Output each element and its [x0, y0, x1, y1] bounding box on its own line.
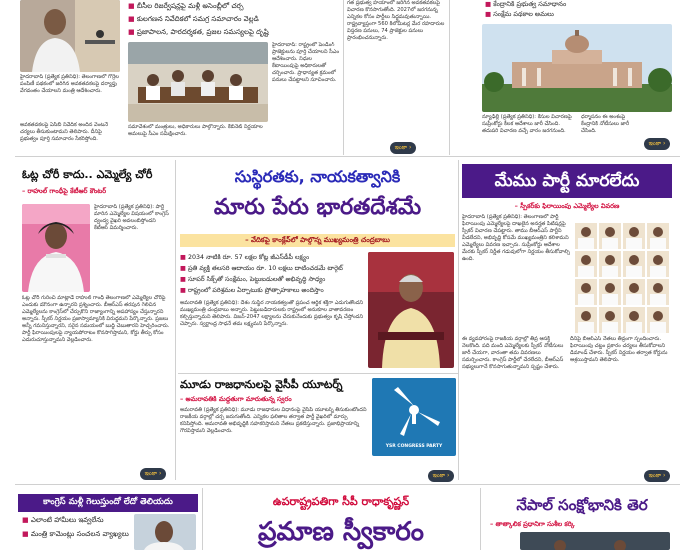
top-bullet-2: ■ కులగణన నివేదికలో సమగ్ర సమాచారం వెల్లడి	[128, 15, 259, 23]
speaker-headline: మేము పార్టీ మారలేదు	[462, 164, 672, 198]
supreme-court-photo	[482, 24, 672, 112]
more-button-ktr[interactable]: ఇంకా ›	[140, 468, 166, 480]
cbn-photo	[368, 252, 454, 368]
bottom-left-photo	[134, 514, 196, 550]
meeting-photo	[128, 42, 268, 122]
right-head-1: ■ కేంద్రానికి ప్రభుత్వ సమాధానం	[485, 0, 567, 8]
speaker-mla-grid	[574, 222, 672, 334]
bottom-mid-big: ప్రమాణ స్వీకారం	[258, 517, 424, 547]
ktr-title: ఓట్ల చోరీ కాదు.. ఎమ్మెల్యే చోరీ	[22, 168, 153, 181]
ysrcp-logo	[372, 378, 456, 456]
more-button-speaker[interactable]: ఇంకా ›	[644, 470, 670, 482]
cbn-body: అమరావతి (ప్రత్యేక ప్రతినిధి): దేశం సుస్థిర నాయకత్వంతో ప్రపంచ ఆర్థిక శక్తిగా ఎదుగుతోందని ముఖ్యమంత్రి చంద్రబాబు అన్నారు. పెట్టుబడిదారులకు రాష్ట్రంలో అనుకూల వాతావరణం కల్పిస్తున్నామని తెలిపారు. విజన్-2047 లక్ష్యాలను చేరుకునేందుకు ప్రభుత్వం కృషి చేస్తోందని చెప్పారు. స్వర్ణాంధ్ర సాధనే తమ లక్ష్యమని పేర్కొన్నారు.	[180, 300, 364, 327]
center-column-text: గత ప్రభుత్వ హయాంలో జరిగిన అవకతవకలపై విచారణ కొనసాగుతోంది. 2027లో జరగనున్న ఎన్నికల కోసం పార్టీలు సిద్ధమవుతున్నాయి. రాష్ట్రవ్యాప్తంగా 560 కిలోమీటర్ల మేర రహదారుల విస్తరణ పనులు, 74 ప్రాజెక్టుల పనులు ప్రారంభించనున్నారు.	[347, 0, 445, 41]
bottom-left-bullet-1: ■ ఎలాంటి హామీలు ఇవ్వలేను	[22, 516, 104, 524]
cbn-bullet-2: ■ ప్రతి వ్యక్తి తలసరి ఆదాయం రూ. 10 లక్షలు దాటించడమే టార్గెట్	[180, 265, 343, 272]
bottom-right-sub: – తాత్కాలిక ప్రధానిగా సుశీల కర్కి	[490, 520, 575, 528]
ysrcp-headline: మూడు రాజధానులపై వైసీపీ యూటర్న్	[180, 378, 343, 391]
left-caption: హైదరాబాద్ (ప్రత్యేక ప్రతినిధి): తెలంగాణలో గొర్రెల పంపిణీ పథకంలో జరిగిన అవకతవకలపై దర్యాప్తు వేగవంతం చేయాలని మంత్రి ఆదేశించారు.	[20, 74, 119, 94]
ktr-body: ఓట్ల చోరీ గురించి మాట్లాడే రాహుల్ గాంధీ తెలంగాణలో ఎమ్మెల్యేల చోరీపై ఎందుకు మౌనంగా ఉన్నారని ప్రశ్నించారు. బీఆర్ఎస్ తరపున గెలిచిన ఎమ్మెల్యేలను కాంగ్రెస్‌లో చేర్చుకొని రాజ్యాంగాన్ని అపహాస్యం చేస్తున్నారని అన్నారు. స్పీకర్ నిర్ణయం ప్రజాస్వామ్యానికి విరుద్ధమని పేర్కొన్నారు. ప్రజలు అన్నీ గమనిస్తున్నారని, సరైన సమయంలో బుద్ధి చెబుతారని హెచ్చరించారు. పార్టీ ఫిరాయింపులపై న్యాయపోరాటం కొనసాగిస్తామని, కోర్టు తీర్పు కోసం ఎదురుచూస్తున్నామని వెల్లడించారు.	[22, 295, 170, 343]
cbn-bullet-4: ■ రాష్ట్రంలో పరిశ్రమల ఏర్పాటుకు ప్రోత్సాహకాలు అందిస్తాం	[180, 287, 324, 294]
ysrcp-body: అమరావతి (ప్రత్యేక ప్రతినిధి): మూడు రాజధానుల విధానంపై వైసీపీ యూటర్న్ తీసుకుంటోందని రాజకీయ వర్గాల్లో చర్చ జరుగుతోంది. ఎన్నికల ఫలితాల తర్వాత పార్టీ వైఖరిలో మార్పు కనిపిస్తోంది. అమరావతి అభివృద్ధికి సహకరిస్తామని నేతలు ప్రకటిస్తున్నారు. ప్రజాభిప్రాయాన్ని గౌరవిస్తామని వెల్లడించారు.	[180, 407, 367, 434]
left-body: అవకతవకలపై ఏసీబీ నివేదిక అందిన వెంటనే చర్యలు తీసుకుంటామని తెలిపారు. దీనిపై ప్రభుత్వం పూర్తి సమాచారం సేకరిస్తోంది.	[20, 122, 109, 142]
cbn-headline-small: సుస్థిరతకు, నాయకత్వానికి	[234, 167, 401, 186]
right-caption: న్యూఢిల్లీ (ప్రత్యేక ప్రతినిధి): కేసుల విచారణపై సుప్రీంకోర్టు కీలక ఆదేశాలు జారీ చేసింది. తదుపరి విచారణ వచ్చే వారం జరగనుంది.	[482, 114, 572, 134]
top-bullet-1: ■ బీసీల రిజర్వేషన్లపై మళ్లీ అసెంబ్లీలో చర్చ	[128, 2, 244, 10]
more-button-ysrcp[interactable]: ఇంకా ›	[428, 470, 454, 482]
ysrcp-logo-text: YSR CONGRESS PARTY	[385, 444, 443, 449]
right-small: ధర్మాసనం ఈ అంశంపై కేంద్రానికి నోటీసులు జారీ చేసింది.	[581, 114, 630, 134]
mid-text-right: హైదరాబాద్: రాష్ట్రంలో పెండింగ్ ప్రాజెక్టులను పూర్తి చేయాలని సీఎం ఆదేశించారు. నిధుల కేటాయింపుపై అధికారులతో చర్చించారు. ప్రాధాన్యత క్రమంలో పనులు చేపట్టాలని సూచించారు.	[272, 42, 340, 83]
cbn-headline-big: మారు పేరు భారతదేశమే	[213, 195, 422, 220]
bottom-left-bullet-2: ■ మంత్రి కామెంట్లు సంచలన వ్యాఖ్యలు	[22, 530, 129, 538]
more-button-2[interactable]: ఇంకా ›	[644, 138, 670, 150]
more-button-1[interactable]: ఇంకా ›	[390, 142, 416, 154]
minister-photo	[20, 0, 120, 72]
speaker-body-b: ఈ వ్యవహారంపై రాజకీయ వర్గాల్లో తీవ్ర ఆసక్తి నెలకొంది. పది మంది ఎమ్మెల్యేలకు స్పీకర్ నోటీసులు జారీ చేయగా, వారంతా తమ వివరణలు సమర్పించారు. కాంగ్రెస్ పార్టీలో చేరలేదని, బీఆర్ఎస్ సభ్యులుగానే కొనసాగుతున్నామని స్పష్టం చేశారు. దీనిపై బీఆర్ఎస్ నేతలు తీవ్రంగా స్పందించారు. ఫిరాయింపు చట్టం ప్రకారం చర్యలు తీసుకోవాలని డిమాండ్ చేశారు. స్పీకర్ నిర్ణయం తర్వాత కోర్టును ఆశ్రయిస్తామని తెలిపారు.	[462, 336, 668, 370]
bottom-mid-small: ఉపరాష్ట్రపతిగా సీపీ రాధాకృష్ణన్	[272, 495, 410, 508]
meeting-caption: సమావేశంలో మంత్రులు, అధికారులు పాల్గొన్నారు. కేబినెట్ నిర్ణయాల అమలుపై సీఎం సమీక్షించారు.	[128, 124, 263, 137]
right-head-2: ■ సంక్షేమ పథకాల అమలు	[485, 10, 554, 18]
speaker-sub: – స్పీకర్‌కు ఫిరాయింపు ఎమ్మెల్యేల వివరణ	[514, 202, 620, 210]
cbn-bullet-3: ■ సూపర్ సిక్స్‌తో సంక్షేమం, పెట్టుబడులతో అభివృద్ధి సాధ్యం	[180, 276, 326, 283]
ysrcp-sub: – అమరావతికి మద్దతుగా మారుతున్న స్వరం	[180, 395, 292, 403]
bottom-left-title: కాంగ్రెస్ మళ్లీ గెలుస్తుందో లేదో తెలియదు	[18, 494, 198, 512]
ktr-photo	[22, 204, 90, 292]
bottom-right-photo	[520, 532, 670, 550]
bottom-right-title: నేపాల్ సంక్షోభానికి తెర	[516, 496, 648, 514]
ktr-lead: హైదరాబాద్ (ప్రత్యేక ప్రతినిధి): పార్టీ మారిన ఎమ్మెల్యేల విషయంలో కాంగ్రెస్ ద్వంద్వ వైఖరి అవలంబిస్తోందని కేటీఆర్ విమర్శించారు.	[94, 204, 169, 231]
cbn-bullet-1: ■ 2034 నాటికి రూ. 57 లక్షల కోట్ల జీఎస్‌డీపీ లక్ష్యం	[180, 254, 310, 261]
cbn-sub: – వేదికపై కాంక్లేవ్‌లో పాల్గొన్న ముఖ్యమంత్రి చంద్రబాబు	[180, 234, 455, 247]
speaker-body-a: హైదరాబాద్ (ప్రత్యేక ప్రతినిధి): తెలంగాణలో పార్టీ ఫిరాయింపు ఎమ్మెల్యేలపై దాఖలైన అనర్హత పిటిషన్లపై స్పీకర్ విచారణ చేపట్టారు. తాము బీఆర్ఎస్ పార్టీని వీడలేదని, అభివృద్ధి కోసమే ముఖ్యమంత్రిని కలిశామని ఎమ్మెల్యేలు వివరణ ఇచ్చారు. సుప్రీంకోర్టు ఆదేశాల మేరకు స్పీకర్ నిర్ణీత గడువులోగా నిర్ణయం తీసుకోవాల్సి ఉంది.	[462, 214, 570, 262]
ktr-subtitle: – రాహుల్ గాంధీపై కేటీఆర్ కౌంటర్	[22, 187, 107, 195]
top-bullet-3: ■ ప్రజాపాలన, పారదర్శకత, ప్రజల సమస్యలపై దృష్టి	[128, 28, 269, 36]
